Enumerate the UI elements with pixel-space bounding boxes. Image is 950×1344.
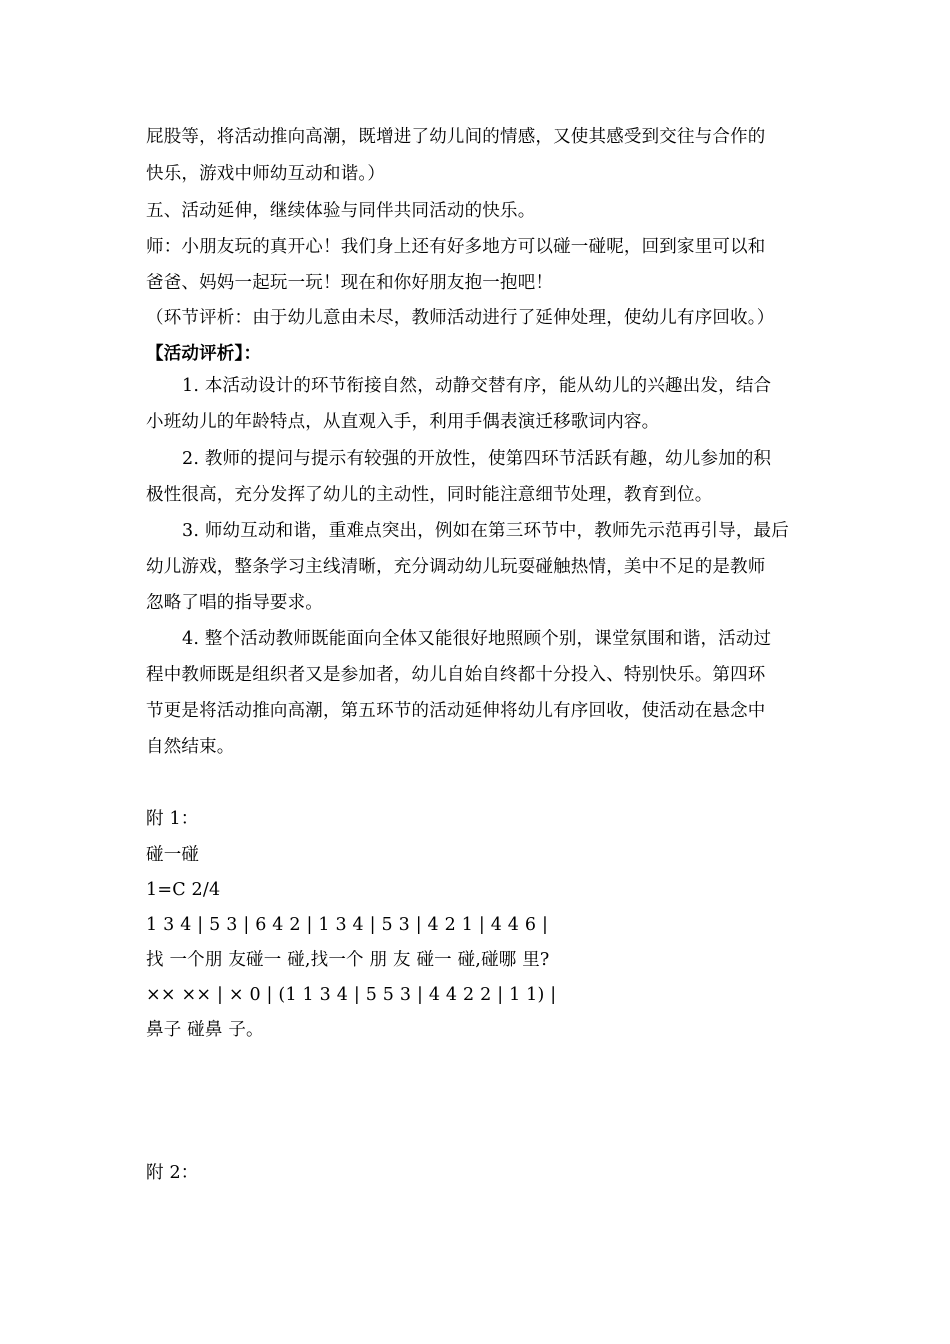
notation-line: 1 3 4 | 5 3 | 6 4 2 | 1 3 4 | 5 3 | 4 2 1 | 4 4 6 | [146,915,549,935]
notation-line: ×× ×× | × 0 | (1 1 3 4 | 5 5 3 | 4 4 2 2 | 1 1) | [146,985,557,1005]
appendix-2-label: 附 2： [146,1163,199,1183]
analysis-item: 2. 教师的提问与提示有较强的开放性，使第四环节活跃有趣，幼儿参加的积 [182,449,772,469]
analysis-item: 3. 师幼互动和谐，重难点突出，例如在第三环节中，教师先示范再引导，最后 [182,521,789,541]
song-title: 碰一碰 [146,845,200,865]
paragraph-line: 自然结束。 [146,737,235,757]
paragraph-line: 程中教师既是组织者又是参加者，幼儿自始自终都十分投入、特别快乐。第四环 [146,665,766,685]
lyrics-line: 找 一个朋 友碰一 碰,找一个 朋 友 碰一 碰,碰哪 里? [146,950,550,970]
section-heading: 五、活动延伸，继续体验与同伴共同活动的快乐。 [146,201,536,221]
appendix-1-label: 附 1： [146,809,199,829]
paragraph-line: 师：小朋友玩的真开心！我们身上还有好多地方可以碰一碰呢，回到家里可以和 [146,237,766,257]
lyrics-line: 鼻子 碰鼻 子。 [146,1020,264,1040]
paragraph-line: 快乐，游戏中师幼互动和谐。） [146,164,386,184]
paragraph-line: 小班幼儿的年龄特点，从直观入手，利用手偶表演迁移歌词内容。 [146,412,660,432]
paragraph-line: 幼儿游戏，整条学习主线清晰，充分调动幼儿玩耍碰触热情，美中不足的是教师 [146,557,766,577]
paragraph-line: 极性很高，充分发挥了幼儿的主动性，同时能注意细节处理，教育到位。 [146,485,713,505]
paragraph-line: 节更是将活动推向高潮，第五环节的活动延伸将幼儿有序回收，使活动在悬念中 [146,701,766,721]
paragraph-line: 屁股等，将活动推向高潮，既增进了幼儿间的情感，又使其感受到交往与合作的 [146,127,766,147]
song-key-signature: 1=C 2/4 [146,880,221,900]
analysis-item: 1. 本活动设计的环节衔接自然，动静交替有序，能从幼儿的兴趣出发，结合 [182,376,772,396]
analysis-item: 4. 整个活动教师既能面向全体又能很好地照顾个别，课堂氛围和谐，活动过 [182,629,772,649]
paragraph-line: 忽略了唱的指导要求。 [146,593,323,613]
paragraph-line: （环节评析：由于幼儿意由未尽，教师活动进行了延伸处理，使幼儿有序回收。） [146,308,775,328]
paragraph-line: 爸爸、妈妈一起玩一玩！现在和你好朋友抱一抱吧！ [146,273,554,293]
analysis-heading: 【活动评析】： [146,344,262,364]
